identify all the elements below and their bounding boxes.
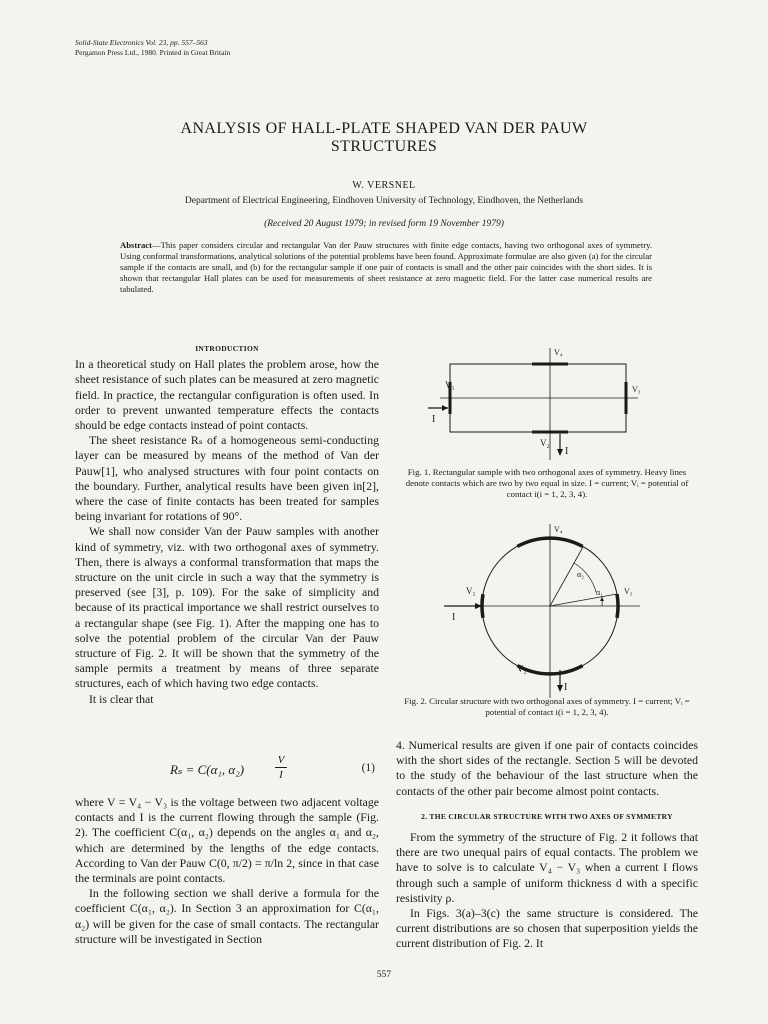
label-current-in: I [452, 612, 456, 623]
title-line-2: STRUCTURES [330, 138, 438, 155]
label-current-in: I [432, 414, 436, 425]
affiliation: Department of Electrical Engineering, Eindhoven University of Technology, Eindhoven, the Netherlands [184, 196, 584, 206]
equation-1 [75, 754, 379, 784]
label-current-out: I [564, 682, 568, 693]
equation-fraction [275, 754, 287, 781]
right-column-text [396, 738, 698, 952]
section-4-reference: 4. Numerical results are given if one pair of contacts coincides with the short sides of the rectangle. Section 5 will be devoted to the study of the behaviour of the last structure when the contacts of the other pair become almost point contacts. [396, 738, 698, 798]
journal-citation: Solid-State Electronics Vol. 23, pp. 557–563 [75, 38, 208, 47]
received-dates: (Received 20 August 1979; in revised form 19 November 1979) [264, 219, 504, 229]
equation-numerator: V [277, 754, 285, 766]
label-v3: V₃ [624, 587, 633, 596]
label-current-out: I [565, 446, 569, 457]
contact-v3 [617, 594, 618, 618]
equation-number: (1) [361, 762, 375, 774]
equation-denominator: I [279, 769, 283, 781]
author-name: W. VERSNEL [352, 180, 416, 191]
title-line-1: ANALYSIS OF HALL-PLATE SHAPED VAN DER PAUW [180, 120, 588, 137]
label-v2: V₂ [540, 438, 550, 448]
intro-paragraph-3: We shall now consider Van der Pauw samples with another kind of symmetry, viz. with two orthogonal axes of symmetry. Then, there is always a conformal transformation that maps the structure on the unit circle in such a way that the symmetry is preserved (see [3], p. 109). For the sake of simplicity and because of its practical importance we shall restrict ourselves to a rectangular shape (see Fig. 1). After the mapping one has to solve the potential problem of the circular Van der Pauw structure of Fig. 2. It will be shown that the symmetry of the sample permits a treatment by means of three separate structures, each of which having two edge contacts. [75, 524, 379, 691]
introduction-section [75, 341, 379, 707]
label-v4: V₄ [554, 525, 563, 534]
intro-paragraph-5: where V = V₄ − V₃ is the voltage between two adjacent voltage contacts and I is the current flowing through the sample (Fig. 2). The coefficient C(α₁, α₂) depends on the angles α₁ and α₂, which are determined by the lengths of the edge contacts. According to Van der Pauw C(0, π/2) = π/ln 2, since in that case the terminals are point contacts. [75, 795, 379, 886]
contact-v1 [482, 594, 483, 618]
abstract-label: Abstract [120, 240, 152, 250]
label-v2: V₂ [517, 664, 527, 674]
abstract [120, 240, 652, 295]
intro-paragraph-4: It is clear that [89, 691, 154, 706]
publisher-line: Pergamon Press Ltd., 1980. Printed in Great Britain [75, 47, 231, 57]
intro-paragraph-6: In the following section we shall derive a formula for the coefficient C(α₁, α₂). In Section 3 an approximation for C(α₁, α₂) will be given for the case of small contacts. The rectangular structure will be investigated in Section [75, 886, 379, 946]
paper-title [0, 120, 768, 156]
section-2-heading: 2. THE CIRCULAR STRUCTURE WITH TWO AXES OF SYMMETRY [421, 811, 673, 821]
abstract-text: —This paper considers circular and rectangular Van der Pauw structures with finite edge contacts, having two orthogonal axes of symmetry. Using conformal transformations, analytical solutions of the potential problems have been found. Approximate formulae are also given (a) for the circular sample if the contacts are small, and (b) for the rectangular sample if one pair of contacts is small and the other pair coincides with the short sides. It is shown that rectangular Hall plates can be used for measurements of sheet resistance at zero magnetic field. For the latter case numerical results are tabulated. [120, 240, 652, 295]
figure-2-circular-structure [440, 520, 660, 700]
section-2-paragraph-1: From the symmetry of the structure of Fig. 2 it follows that there are two unequal pairs of equal contacts. The problem we have to solve is to calculate V₄ − V₃ when a current I flows through such a sample of uniform thickness d with a specific resistivity ρ. [396, 830, 698, 905]
introduction-heading: INTRODUCTION [195, 344, 259, 353]
label-alpha-1: α₁ [596, 588, 603, 597]
equation-lhs: Rₛ = C(α₁, α₂) [170, 762, 245, 777]
figure-1-caption: Fig. 1. Rectangular sample with two orthogonal axes of symmetry. Heavy lines denote contacts which are two by two equal in size. I = current; Vᵢ = potential of contact i(i = 1, 2, 3, 4). [405, 467, 689, 499]
introduction-continued [75, 795, 379, 947]
intro-paragraph-1: In a theoretical study on Hall plates the problem arose, how the sheet resistance of such plates can be measured at zero magnetic field. In practice, the rectangular configuration is often used. In order to prevent unwanted temperature effects the contacts should be edge contacts instead of point contacts. [75, 357, 379, 433]
label-v4: V₄ [554, 348, 563, 357]
label-v1: V₁ [466, 586, 476, 596]
page-number: 557 [376, 970, 392, 980]
intro-paragraph-2: The sheet resistance Rₛ of a homogeneous semi-conducting layer can be measured by means of the method of Van der Pauw[1], who analysed structures with four point contacts on the boundary. Further, analytical results have been given in[2], where the case of finite contacts has been treated for samples being invariant for rotations of 90°. [75, 433, 379, 524]
figure-2-caption: Fig. 2. Circular structure with two orthogonal axes of symmetry. I = current; Vᵢ = potential of contact i(i = 1, 2, 3, 4). [404, 696, 690, 717]
section-2-paragraph-2: In Figs. 3(a)–3(c) the same structure is considered. The current distributions are so chosen that superposition yields the current distribution of Fig. 2. It [396, 906, 698, 951]
label-v1: V₁ [445, 380, 455, 390]
figure-1-rectangular-sample [420, 342, 660, 460]
journal-header [75, 38, 230, 57]
label-alpha-2: α₂ [577, 570, 584, 579]
label-v3: V₃ [632, 385, 641, 394]
